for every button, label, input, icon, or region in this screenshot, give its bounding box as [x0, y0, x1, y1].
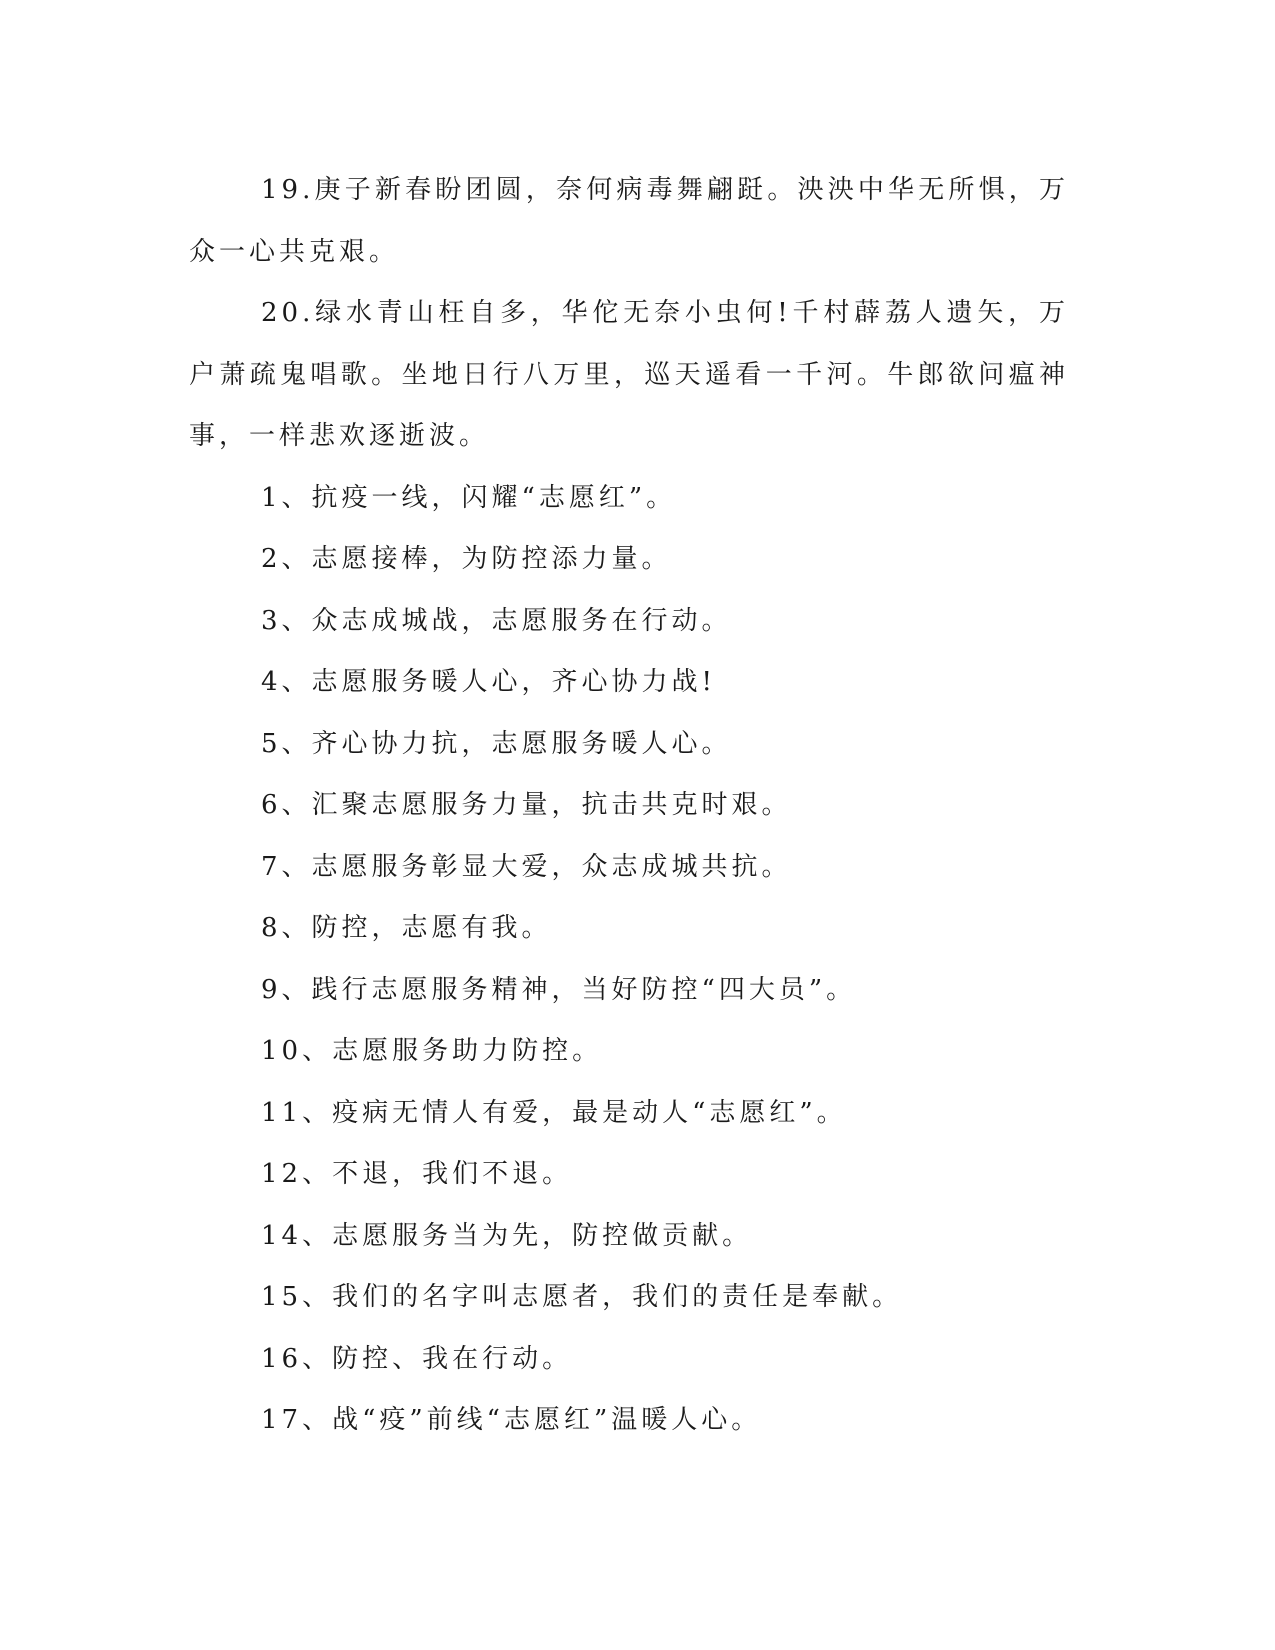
- list-item: 11、疫病无情人有爱，最是动人“志愿红”。: [261, 1097, 847, 1128]
- paragraph-19: 19.庚子新春盼团圆，奈何病毒舞翩跹。泱泱中华无所惧，万众一心共克艰。: [189, 175, 1069, 267]
- document-body: [189, 160, 1069, 1452]
- list-item: 14、志愿服务当为先，防控做贡献。: [261, 1220, 753, 1251]
- list-item: 7、志愿服务彰显大爱，众志成城共抗。: [261, 851, 792, 882]
- list-item: 16、防控、我在行动。: [261, 1343, 573, 1374]
- list-item: 8、防控，志愿有我。: [261, 913, 552, 943]
- list-item: 12、不退，我们不退。: [261, 1159, 573, 1189]
- list-item: 9、践行志愿服务精神，当好防控“四大员”。: [261, 974, 857, 1005]
- list-item: 1、抗疫一线，闪耀“志愿红”。: [261, 482, 677, 513]
- list-item: 2、志愿接棒，为防控添力量。: [261, 544, 672, 574]
- list-item: 4、志愿服务暖人心，齐心协力战!: [261, 667, 716, 697]
- list-item: 17、战“疫”前线“志愿红”温暖人心。: [261, 1405, 762, 1435]
- list-item: 15、我们的名字叫志愿者，我们的责任是奉献。: [261, 1282, 903, 1312]
- list-item: 10、志愿服务助力防控。: [261, 1036, 603, 1066]
- list-item: 6、汇聚志愿服务力量，抗击共克时艰。: [261, 790, 792, 820]
- list-item: 3、众志成城战，志愿服务在行动。: [261, 605, 732, 636]
- list-item: 5、齐心协力抗，志愿服务暖人心。: [261, 728, 732, 759]
- paragraph-20: 20.绿水青山枉自多，华佗无奈小虫何!千村薜荔人遗矢，万户萧疏鬼唱歌。坐地日行八万里，巡天遥看一千河。牛郎欲问瘟神事，一样悲欢逐逝波。: [189, 298, 1069, 451]
